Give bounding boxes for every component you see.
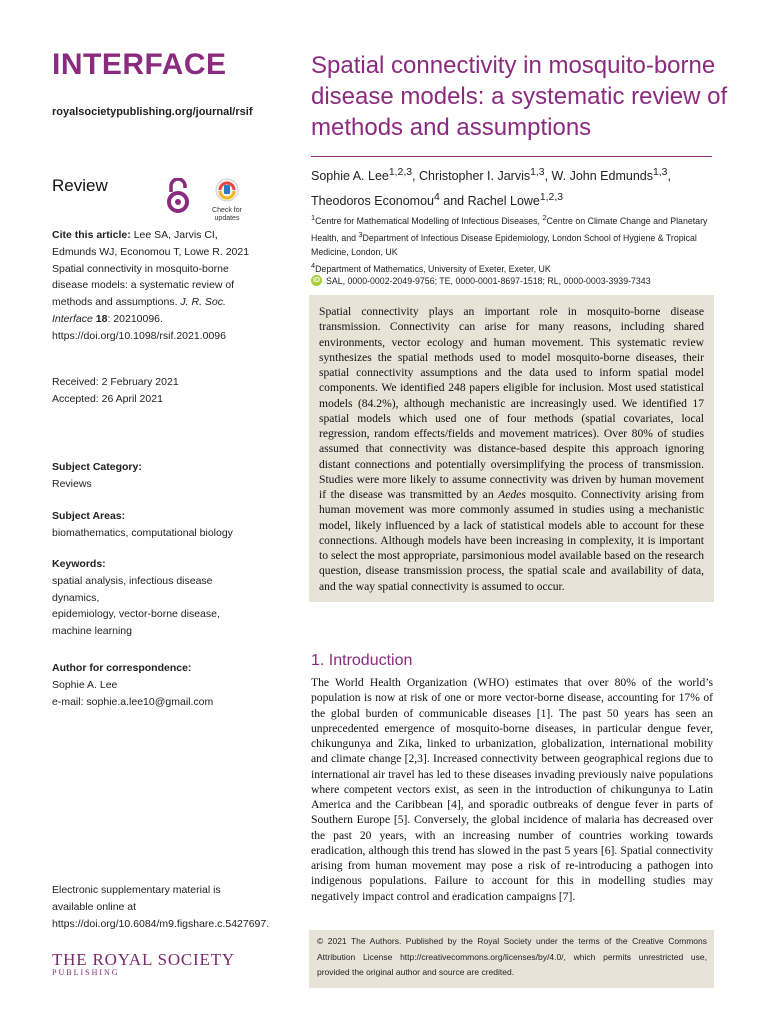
correspondence-email[interactable]: e-mail: sophie.a.lee10@gmail.com: [52, 695, 214, 708]
correspondence: [52, 660, 257, 710]
affiliation: Centre for Mathematical Modelling of Infectious Diseases,: [315, 215, 543, 226]
keywords-line: spatial analysis, infectious disease dynamics,: [52, 574, 213, 604]
citation-block: [52, 227, 257, 345]
author[interactable]: W. John Edmunds$^{1,3}$: [551, 167, 668, 184]
author[interactable]: Sophie A. Lee$^{1,2,3}$: [311, 167, 413, 184]
author[interactable]: Rachel Lowe$^{1,2,3}$: [467, 192, 564, 209]
affiliation: Centre on Climate Change and Planetary Health, and: [311, 215, 708, 244]
orcid-line: [311, 275, 731, 286]
cite-pages: : 20210096.: [107, 312, 163, 325]
publisher-sub: PUBLISHING: [52, 968, 120, 977]
affiliation: Department of Infectious Disease Epidemiology, London School of Hygiene & Tropical Medicine, London, UK: [311, 233, 697, 257]
subject-areas: [52, 508, 257, 542]
subject-category-value[interactable]: Reviews: [52, 477, 92, 490]
publisher-logo: [52, 950, 235, 977]
correspondence-label: Author for correspondence:: [52, 662, 192, 674]
license-box: [309, 930, 714, 988]
article-dates: [52, 374, 257, 408]
license-text: © 2021 The Authors. Published by the Royal Society under the terms of the Creative Commons Attribution License http://creativecommons.org/licenses/by/4.0/, which permits unrestricted use, provided the original author and source are credited.: [317, 936, 707, 977]
subject-category: [52, 459, 257, 493]
cite-doi-link[interactable]: https://doi.org/10.1098/rsif.2021.0096: [52, 329, 226, 342]
author[interactable]: Theodoros Economou$^4$: [311, 192, 440, 209]
author-list: Sophie A. Lee$^{1,2,3}$, Christopher I. Jarvis$^{1,3}$, W. John Edmunds$^{1,3}$, Theodoros Economou$^4$ and Rachel Lowe$^{1,2,3}$: [311, 167, 671, 209]
author[interactable]: Christopher I. Jarvis$^{1,3}$: [418, 167, 545, 184]
accepted-date: Accepted: 26 April 2021: [52, 392, 163, 405]
article-title: Spatial connectivity in mosquito-borne disease models: a systematic review of methods and assumptions: [311, 52, 728, 141]
cite-text: Lee SA, Jarvis CI, Edmunds WJ, Economou T, Lowe R. 2021 Spatial connectivity in mosquito-borne disease models: a systematic review of methods and assumptions.: [52, 229, 250, 309]
abstract-box: [309, 295, 714, 602]
affiliations: $^1$Centre for Mathematical Modelling of Infectious Diseases, $^2$Centre on Climate Change and Planetary Health, and $^3$Department of Infectious Disease Epidemiology, London School of Hygiene & Tropical Medicine, London, UK $^4$Department of Mathematics, University of Exeter, Exeter, UK: [311, 213, 708, 275]
cite-label: Cite this article:: [52, 229, 131, 241]
abstract-italic: Aedes: [498, 488, 526, 501]
received-date: Received: 2 February 2021: [52, 376, 179, 388]
affiliation: Department of Mathematics, University of Exeter, Exeter, UK: [315, 264, 551, 275]
intro-paragraph: The World Health Organization (WHO) estimates that over 80% of the world’s population is now at risk of one or more vector-borne disease, accounting for 17% of the global burden of communicable diseases [1]. The past 50 years has seen an unprecedented emergence of mosquito-borne diseases, in particular dengue fever, chikungunya and Zika, linked to urbanization, globalization, international mobility and climate change [2,3]. Increased connectivity between geographical regions due to international air travel has led to these diseases invading previously naive populations where competent vectors exist, as seen in the introduction of chikungunya to Latin America and the Caribbean [4], and sporadic outbreaks of dengue fever in parts of Southern Europe [5]. Conversely, the global incidence of malaria has decreased over the past 20 years, with an increasing number of countries working towards eradication, although this trend has slowed in the past 5 years [6]. Spatial connectivity arising from human movement may pose a risk of re-introducing a pathogen into indigenous populations. Failure to account for this in modelling studies may negatively impact control and eradication campaigns [7].: [311, 676, 713, 903]
supplementary-note[interactable]: Electronic supplementary material is available online at https://doi.org/10.6084/m9.figshare.c.5427697.: [52, 884, 270, 930]
keywords-line: machine learning: [52, 625, 132, 638]
cite-journal: J. R. Soc. Interface: [52, 296, 226, 325]
check-for-updates-label: Check for updates: [212, 207, 242, 222]
subject-category-label: Subject Category:: [52, 461, 142, 473]
journal-url[interactable]: royalsocietypublishing.org/journal/rsif: [52, 106, 253, 118]
section-heading: 1. Introduction: [311, 652, 413, 669]
open-access-icon: [166, 178, 190, 214]
abstract-text: Spatial connectivity plays an important role in mosquito-borne disease transmission. Connectivity can arise for many reasons, including shared environments, vector ecology and human movement. This systematic review synthesizes the spatial methods used to model mosquito-borne diseases, their spatial connectivity assumptions and the data used to inform spatial model components. We identified 248 papers eligible for inclusion. Most used statistical models (84.2%), although mechanistic are increasingly used. We identified 17 spatial models which used one of four methods (spatial covariates, local regression, random effects/fields and movement matrices). Over 80% of studies assumed that connectivity was distance-based despite this approach ignoring distant connections and potentially oversimplifying the process of transmission. Studies were more likely to assume connectivity was driven by human movement if the disease was transmitted by an Aedes mosquito. Connectivity arising from human movement was more commonly assumed in studies using a mechanistic model, likely influenced by a lack of statistical models able to account for these connections. Although models have been increasing in complexity, it is important to select the most appropriate, parsimonious model available based on the research question, disease transmission process, the spatial scale and availability of data, and the way spatial connectivity is assumed to occur.: [319, 305, 704, 593]
title-divider: [311, 156, 712, 157]
correspondence-name: Sophie A. Lee: [52, 678, 118, 691]
journal-logo: INTERFACE: [52, 48, 227, 81]
check-for-updates-badge[interactable]: [205, 178, 249, 223]
cite-volume: 18: [95, 312, 108, 325]
subject-areas-value[interactable]: biomathematics, computational biology: [52, 526, 233, 539]
keywords: [52, 556, 257, 640]
keywords-line: epidemiology, vector-borne disease,: [52, 608, 220, 621]
article-type: Review: [52, 176, 108, 195]
subject-areas-label: Subject Areas:: [52, 510, 126, 522]
publisher-name: THE ROYAL SOCIETY: [52, 950, 235, 969]
check-for-updates-icon: [215, 178, 239, 202]
orcid-icon[interactable]: iD: [313, 277, 320, 284]
keywords-label: Keywords:: [52, 558, 106, 570]
orcid-ids[interactable]: SAL, 0000-0002-2049-9756; TE, 0000-0001-8697-1518; RL, 0000-0003-3939-7343: [326, 275, 651, 286]
